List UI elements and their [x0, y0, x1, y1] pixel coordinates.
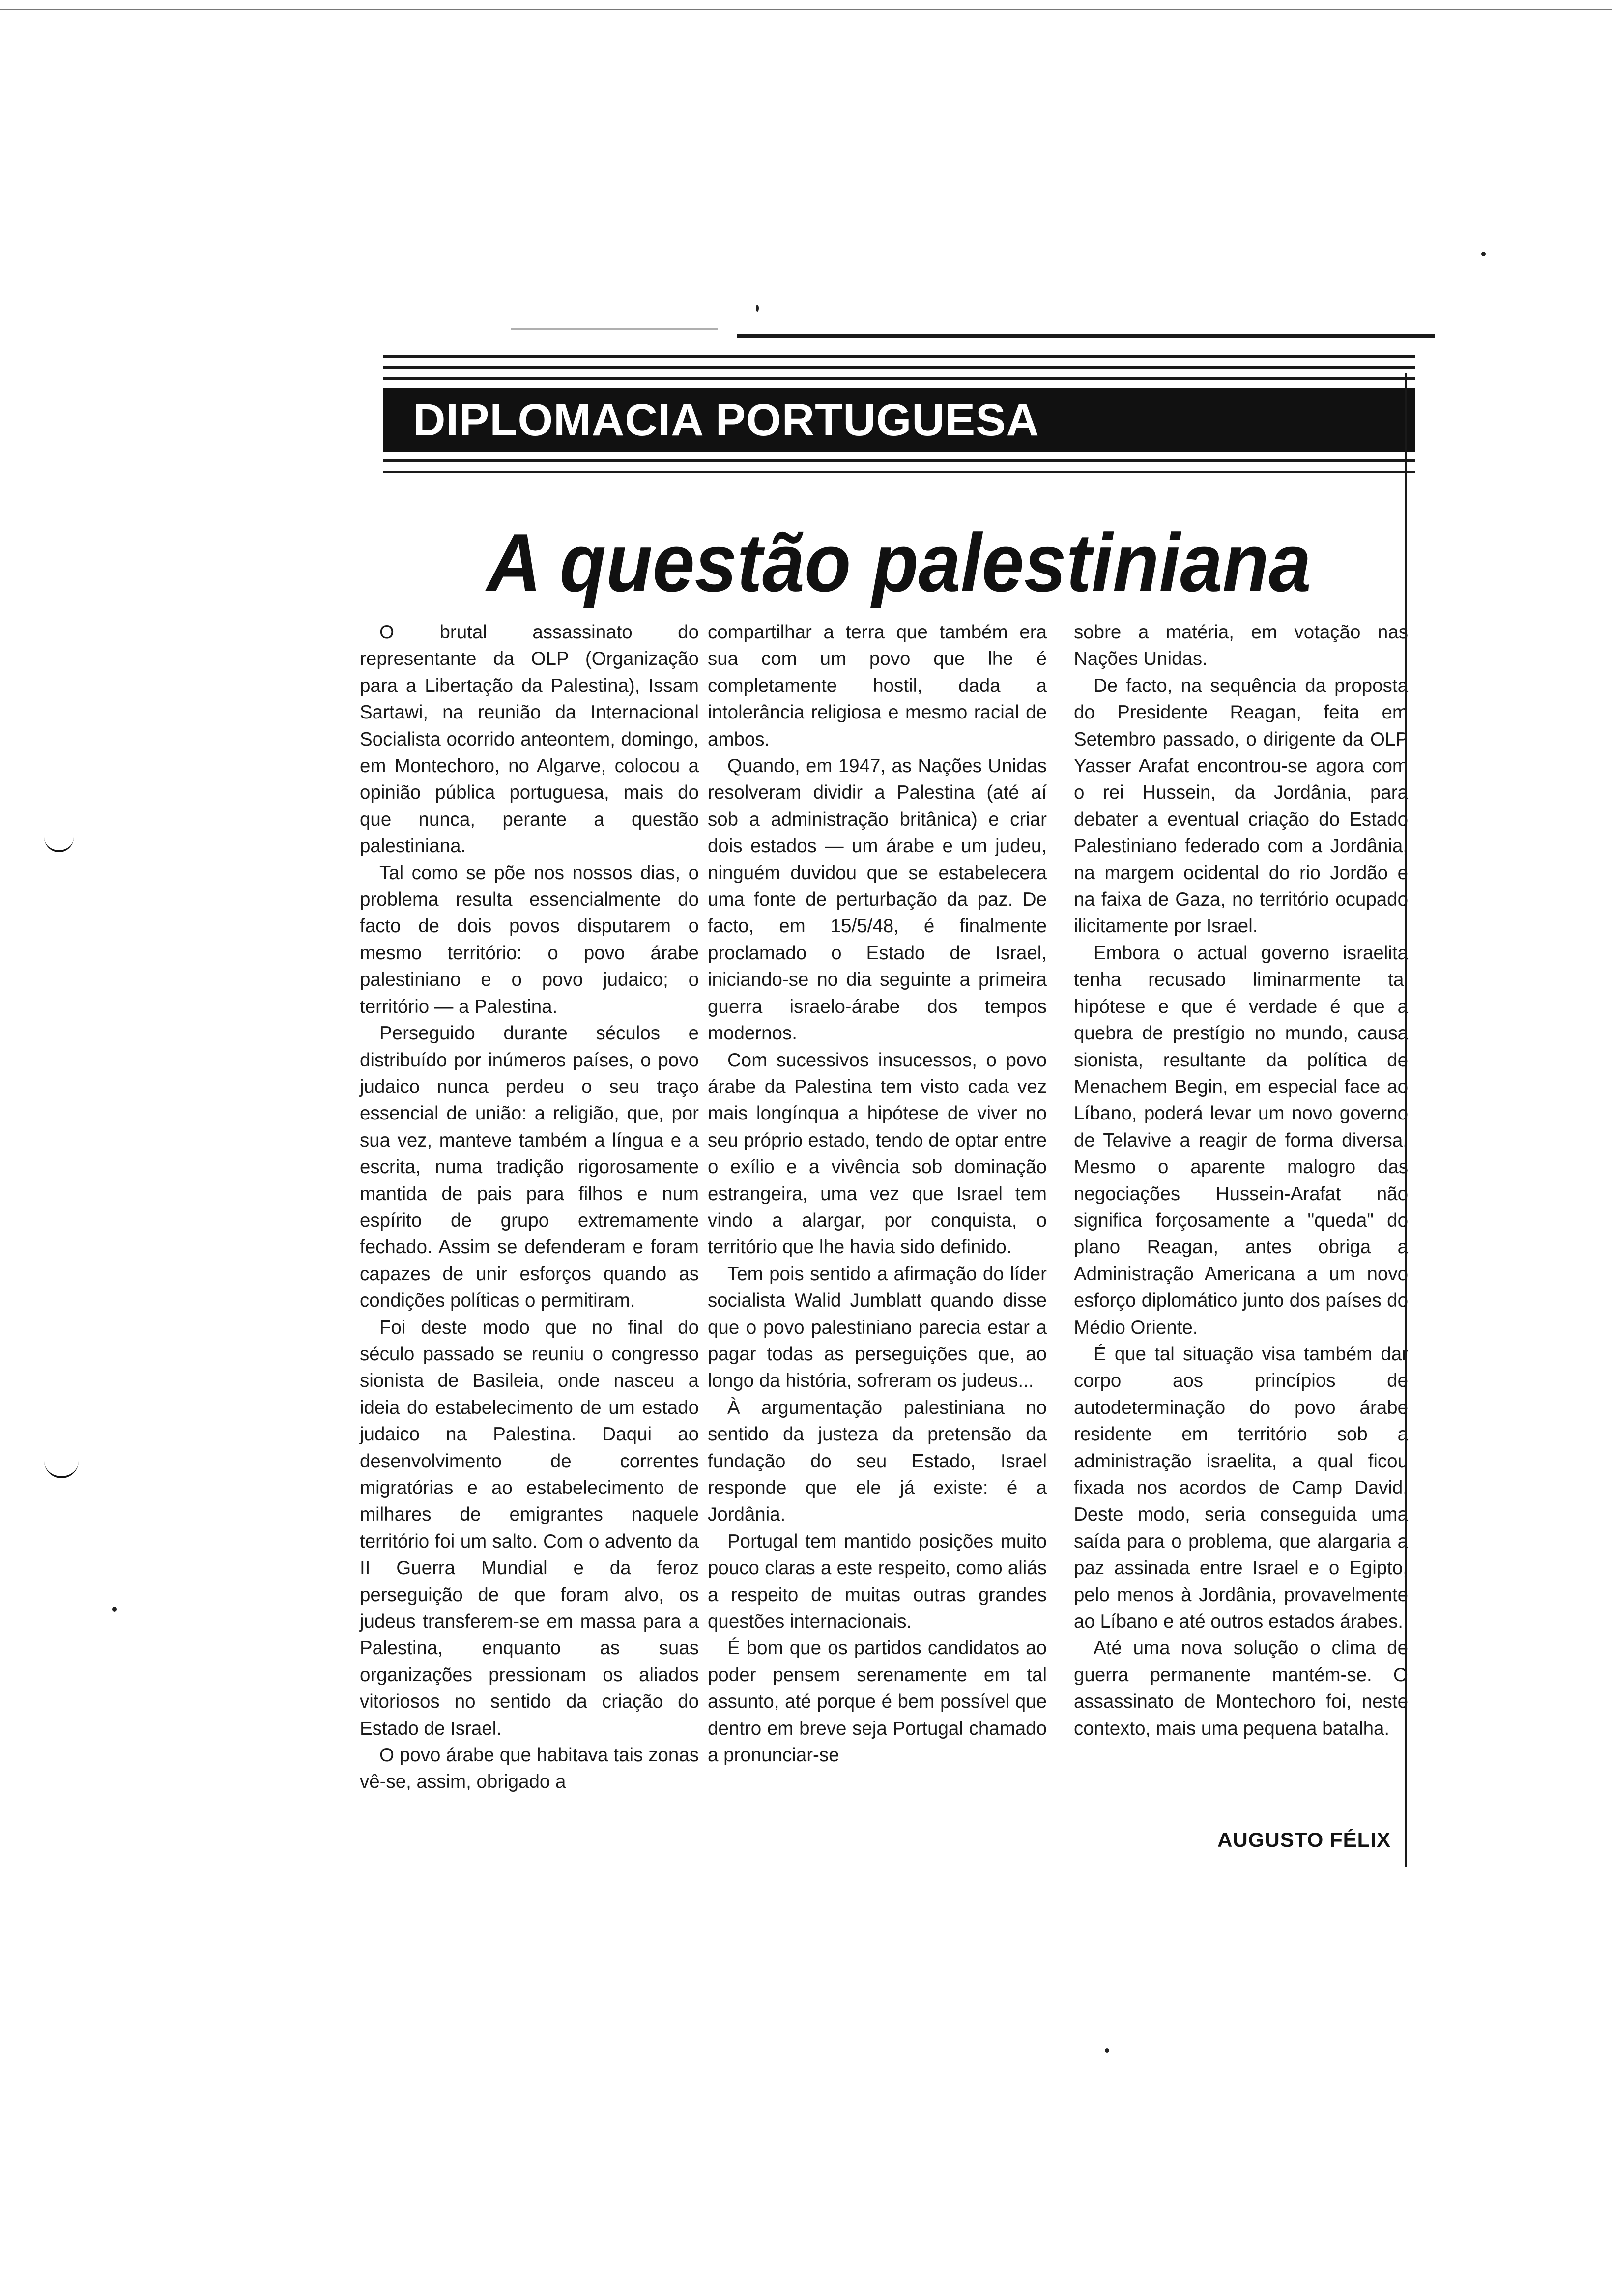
scan-speck [756, 305, 759, 312]
paragraph: Quando, em 1947, as Nações Unidas resolveram dividir a Palestina (até aí sob a administração britânica) e criar dois estados — um árabe e um judeu, ninguém duvidou que se estabelecera uma fonte de perturbação da paz. De facto, em 15/5/48, é finalmente proclamado o Estado de Israel, iniciando-se no dia seguinte a primeira guerra israelo-árabe dos tempos modernos. [708, 755, 1047, 1044]
paragraph: sobre a matéria, em votação nas Nações Unidas. [1074, 622, 1408, 670]
paragraph: É que tal situação visa também dar corpo aos princípios de autodeterminação do povo árabe residente em território sob a administração israelita, a qual ficou fixada nos acordos de Camp David. Deste modo, seria conseguida uma saída para o problema, que alargaria a paz assinada entre Israel e o Egipto, pelo menos à Jordânia, provavelmente ao Líbano e até outros estados árabes. [1074, 1343, 1408, 1633]
paragraph: Portugal tem mantido posições muito pouco claras a este respeito, como aliás a respeito de muitas outras grandes questões internacionais. [708, 1530, 1047, 1633]
paragraph: De facto, na sequência da proposta do Presidente Reagan, feita em Setembro passado, o dirigente da OLP Yasser Arafat encontrou-se agora com o rei Hussein, da Jordânia, para debater a eventual criação do Estado Palestiniano federado com a Jordânia, na margem ocidental do rio Jordão e na faixa de Gaza, no território ocupado ilicitamente por Israel. [1074, 675, 1408, 937]
margin-pen-mark [44, 1460, 79, 1478]
paragraph: É bom que os partidos candidatos ao poder pensem serenamente em tal assunto, até porque é bem possível que dentro em breve seja Portugal chamado a pronunciar-se [708, 1637, 1047, 1766]
article-column-1 [360, 619, 699, 1796]
banner-rule-bottom-2 [383, 471, 1415, 473]
section-banner [383, 388, 1415, 452]
author-byline: AUGUSTO FÉLIX [1217, 1828, 1391, 1851]
scan-speck [112, 1607, 117, 1612]
article-column-3 [1074, 619, 1408, 1742]
section-banner-text: DIPLOMACIA PORTUGUESA [413, 395, 1039, 445]
banner-rule-top-1 [383, 355, 1415, 358]
margin-pen-mark [44, 835, 74, 852]
paragraph: O povo árabe que habitava tais zonas vê-se, assim, obrigado a [360, 1745, 699, 1793]
article-headline: A questão palestiniana [487, 517, 1311, 609]
paragraph: O brutal assassinato do representante da OLP (Organização para a Libertação da Palestina), Issam Sartawi, na reunião da Internacional Socialista ocorrido anteontem, domingo, em Montechoro, no Algarve, colocou a opinião pública portuguesa, mais do que nunca, perante a questão palestiniana. [360, 622, 699, 857]
paragraph: Tal como se põe nos nossos dias, o problema resulta essencialmente do facto de dois povos disputarem o mesmo território: o povo árabe palestiniano e o povo judaico; o território — a Palestina. [360, 862, 699, 1017]
paragraph: Foi deste modo que no final do século passado se reuniu o congresso sionista de Basileia, onde nasceu a ideia do estabelecimento de um estado judaico na Palestina. Daqui ao desenvolvimento de correntes migratórias e ao estabelecimento de milhares de emigrantes naquele território foi um salto. Com o advento da II Guerra Mundial e da feroz perseguição de que foram alvo, os judeus transferem-se em massa para a Palestina, enquanto as suas organizações pressionam os aliados vitoriosos no sentido da criação do Estado de Israel. [360, 1317, 699, 1739]
paragraph: Tem pois sentido a afirmação do líder socialista Walid Jumblatt quando disse que o povo palestiniano parecia estar a pagar todas as perseguições que, ao longo da história, sofreram os judeus... [708, 1263, 1047, 1392]
paragraph: Perseguido durante séculos e distribuído por inúmeros países, o povo judaico nunca perdeu o seu traço essencial de união: a religião, que, por sua vez, manteve também a língua e a escrita, numa tradição rigorosamente mantida de pais para filhos e num espírito de grupo extremamente fechado. Assim se defenderam e foram capazes de unir esforços quando as condições políticas o permitiram. [360, 1023, 699, 1312]
scan-noise-mark [511, 328, 718, 330]
paragraph: Até uma nova solução o clima de guerra permanente mantém-se. O assassinato de Montechoro foi, neste contexto, mais uma pequena batalha. [1074, 1637, 1408, 1739]
article-column-2 [708, 619, 1047, 1769]
banner-rule-bottom-1 [383, 459, 1415, 462]
banner-rule-top-3 [383, 377, 1415, 380]
top-edge-line [0, 9, 1612, 10]
banner-rule-top-2 [383, 366, 1415, 369]
paragraph: Embora o actual governo israelita tenha recusado liminarmente tal hipótese e que é verdade é que a quebra de prestígio no mundo, causa sionista, resultante da política de Menachem Begin, em especial face ao Líbano, poderá levar um novo governo de Telavive a reagir de forma diversa. Mesmo o aparente malogro das negociações Hussein-Arafat não significa forçosamente a "queda" do plano Reagan, antes obriga a Administração Americana a um novo esforço diplomático junto dos países do Médio Oriente. [1074, 942, 1408, 1338]
scan-speck [1481, 252, 1486, 256]
scan-speck [1105, 2048, 1109, 2053]
paragraph: Com sucessivos insucessos, o povo árabe da Palestina tem visto cada vez mais longínqua a hipótese de viver no seu próprio estado, tendo de optar entre o exílio e a vivência sob dominação estrangeira, uma vez que Israel tem vindo a alargar, por conquista, o território que lhe havia sido definido. [708, 1049, 1047, 1258]
paragraph: À argumentação palestiniana no sentido da justeza da pretensão da fundação do seu Estado, Israel responde que ele já existe: é a Jordânia. [708, 1397, 1047, 1525]
top-scan-line [737, 334, 1435, 338]
paragraph: compartilhar a terra que também era sua com um povo que lhe é completamente hostil, dada a intolerância religiosa e mesmo racial de ambos. [708, 622, 1047, 750]
